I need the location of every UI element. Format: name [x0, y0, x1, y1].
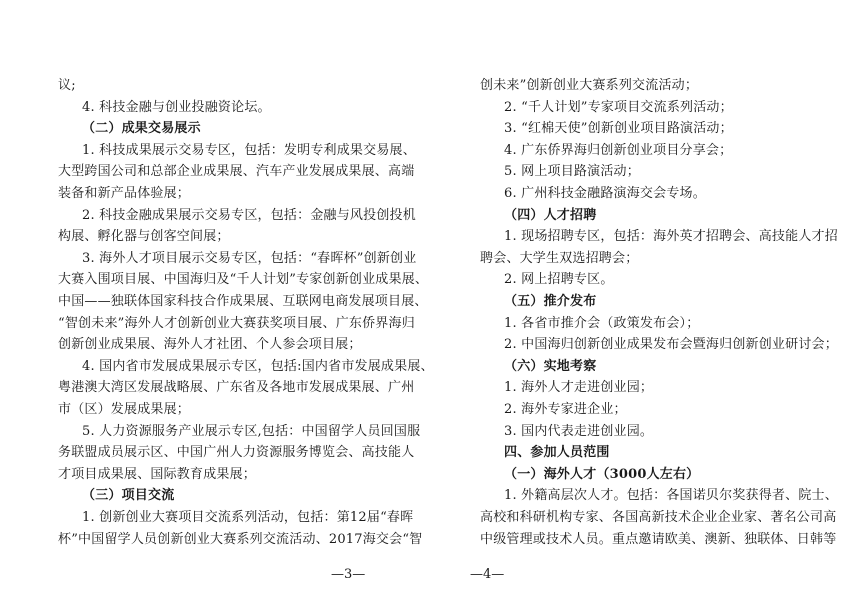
text-line: 3. “红棉天使”创新创业项目路演活动； [504, 121, 733, 137]
text-line: 2. 网上招聘专区。 [504, 272, 614, 288]
text-line: 3. 国内代表走进创业园。 [504, 423, 654, 439]
text-line: 5. 人力资源服务产业展示专区,包括：中国留学人员回国服 [82, 423, 421, 439]
text-line: 5. 网上项目路演活动； [504, 164, 640, 180]
section-heading: （四）人才招聘 [504, 207, 597, 223]
text-line: 创新创业成果展、海外人才社团、个人参会项目展； [58, 337, 362, 353]
text-line: 中级管理或技术人员。重点邀请欧美、澳新、独联体、日韩等 [480, 531, 837, 547]
page-left-bottom [58, 0, 429, 600]
text-line: “智创未来”海外人才创新创业大赛获奖项目展、广东侨界海归 [58, 315, 415, 331]
text-line: 2. 海外专家进企业； [504, 402, 627, 417]
text-line: 2. 中国海归创新创业成果发布会暨海归创新创业研讨会； [504, 337, 838, 353]
text-line: 中国——独联体国家科技合作成果展、互联网电商发展项目展、 [58, 294, 428, 309]
text-line: 4. 广东侨界海归创新创业项目分享会； [504, 142, 733, 158]
text-line: 2. 科技金融成果展示交易专区，包括：金融与风投创投机 [82, 207, 416, 223]
text-line: 1. 海外人才走进创业园； [504, 380, 654, 396]
page-right [470, 0, 838, 600]
section-heading: 四、参加人员范围 [504, 445, 610, 461]
text-line: 杯”中国留学人员创新创业大赛系列交流活动、2017海交会“智 [58, 531, 423, 547]
text-line: 议; [58, 78, 76, 93]
text-line: 务联盟成员展示区、中国广州人力资源服务博览会、高技能人 [58, 445, 415, 461]
text-line: 1. 科技成果展示交易专区，包括：发明专利成果交易展、 [82, 142, 416, 158]
text-line: 聘会、大学生双选招聘会； [480, 250, 639, 266]
text-line: 2. “千人计划”专家项目交流系列活动； [504, 99, 733, 115]
text-line: 市（区）发展成果展； [58, 402, 191, 417]
text-line: 构展、孵化器与创客空间展； [58, 229, 230, 245]
text-line: 4. 国内省市发展成果展示专区，包括:国内省市发展成果展、 [82, 358, 434, 374]
text-line: 1. 创新创业大赛项目交流系列活动，包括：第12届“春晖 [82, 510, 414, 525]
section-heading: （一）海外人才（3000人左右） [504, 466, 700, 482]
text-line: 1. 现场招聘专区，包括：海外英才招聘会、高技能人才招 [504, 229, 838, 245]
page-number: —4— [470, 567, 505, 582]
text-line: 4. 科技金融与创业投融资论坛。 [82, 99, 271, 115]
text-line: 创未来”创新创业大赛系列交流活动； [480, 78, 699, 93]
section-heading: （五）推介发布 [504, 294, 597, 309]
text-line: 粤港澳大湾区发展战略展、广东省及各地市发展成果展、广州 [58, 380, 415, 396]
section-heading: （三）项目交流 [82, 488, 175, 504]
text-line: 3. 海外人才项目展示交易专区，包括：“春晖杯”创新创业 [82, 250, 417, 266]
text-line: 大赛入围项目展、中国海归及“千人计划”专家创新创业成果展、 [58, 272, 429, 288]
text-line: 1. 外籍高层次人才。包括：各国诺贝尔奖获得者、院士、 [504, 488, 838, 504]
text-line: 1. 各省市推介会（政策发布会）； [504, 315, 700, 331]
text-line: 高校和科研机构专家、各国高新技术企业企业家、著名公司高 [480, 510, 837, 525]
text-line: 6. 广州科技金融路演海交会专场。 [504, 186, 706, 201]
page-number: —3— [331, 567, 366, 582]
text-line: 才项目成果展、国际教育成果展； [58, 466, 257, 482]
text-line: 大型跨国公司和总部企业成果展、汽车产业发展成果展、高端 [58, 164, 415, 180]
section-heading: （二）成果交易展示 [82, 121, 201, 137]
section-heading: （六）实地考察 [504, 358, 597, 374]
text-line: 装备和新产品体验展； [58, 186, 191, 201]
